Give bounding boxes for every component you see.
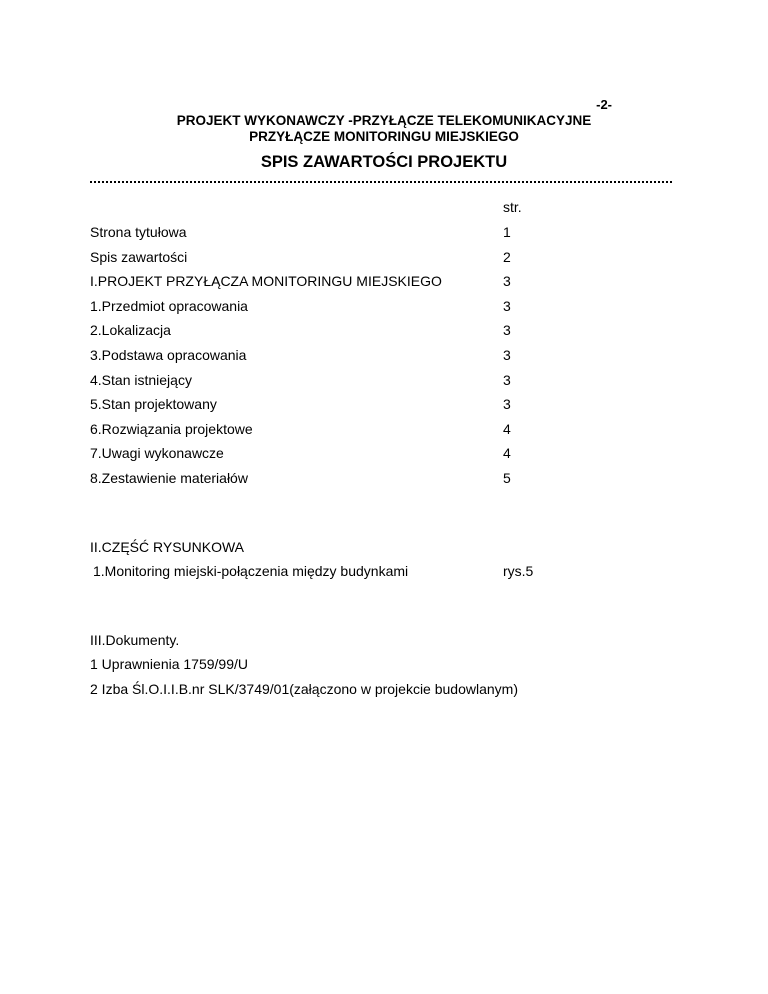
- toc-row-page: 3: [503, 273, 511, 290]
- toc-row-page: 3: [503, 297, 511, 314]
- toc-row-title: 7.Uwagi wykonawcze: [90, 445, 224, 462]
- toc-row: [90, 294, 670, 319]
- documents-section-heading: III.Dokumenty.: [90, 632, 180, 648]
- drawing-item-title: 1.Monitoring miejski-połączenia między budynkami: [93, 563, 409, 579]
- document-list-item: 2 Izba Śl.O.I.I.B.nr SLK/3749/01(załączono w projekcie budowlanym): [90, 681, 518, 697]
- table-of-contents: [90, 220, 670, 491]
- toc-row-title: I.PROJEKT PRZYŁĄCZA MONITORINGU MIEJSKIEGO: [90, 273, 442, 290]
- toc-row: [90, 392, 670, 417]
- drawings-section-heading: II.CZĘŚĆ RYSUNKOWA: [90, 539, 245, 555]
- toc-row-page: 3: [503, 396, 511, 413]
- drawing-list-item: [90, 563, 670, 583]
- toc-row-title: 3.Podstawa opracowania: [90, 346, 247, 363]
- toc-row-title: 4.Stan istniejący: [90, 371, 192, 388]
- toc-row: [90, 417, 670, 442]
- project-header-line-2: PRZYŁĄCZE MONITORINGU MIEJSKIEGO: [249, 129, 519, 144]
- document-title: SPIS ZAWARTOŚCI PROJEKTU: [260, 153, 508, 171]
- toc-row-page: 3: [503, 346, 511, 363]
- toc-row-page: 5: [503, 469, 511, 486]
- page-number: -2-: [596, 97, 612, 112]
- toc-row: [90, 368, 670, 393]
- toc-row: [90, 466, 670, 491]
- toc-row: [90, 343, 670, 368]
- toc-row-page: 2: [503, 248, 511, 265]
- toc-row-title: 2.Lokalizacja: [90, 322, 171, 339]
- toc-row: [90, 220, 670, 245]
- project-header-line-1: PROJEKT WYKONAWCZY -PRZYŁĄCZE TELEKOMUNIKACYJNE: [176, 113, 592, 128]
- toc-row: [90, 318, 670, 343]
- toc-row-title: 1.Przedmiot opracowania: [90, 297, 248, 314]
- toc-row-title: Strona tytułowa: [90, 224, 187, 240]
- toc-row-page: 1: [503, 224, 511, 240]
- drawing-item-ref: rys.5: [503, 563, 534, 579]
- toc-row-title: 6.Rozwiązania projektowe: [90, 420, 253, 437]
- toc-row-title: Spis zawartości: [90, 248, 188, 265]
- toc-row-title: 5.Stan projektowany: [90, 396, 217, 413]
- dotted-separator: [90, 181, 672, 183]
- toc-row-page: 4: [503, 445, 511, 462]
- document-list-item: 1 Uprawnienia 1759/99/U: [90, 656, 248, 672]
- toc-row: [90, 245, 670, 270]
- toc-row-page: 4: [503, 420, 511, 437]
- toc-row-page: 3: [503, 322, 511, 339]
- toc-page-column-header: str.: [503, 199, 522, 215]
- toc-row: [90, 269, 670, 294]
- toc-row: [90, 441, 670, 466]
- toc-row-page: 3: [503, 371, 511, 388]
- toc-row-title: 8.Zestawienie materiałów: [90, 469, 248, 486]
